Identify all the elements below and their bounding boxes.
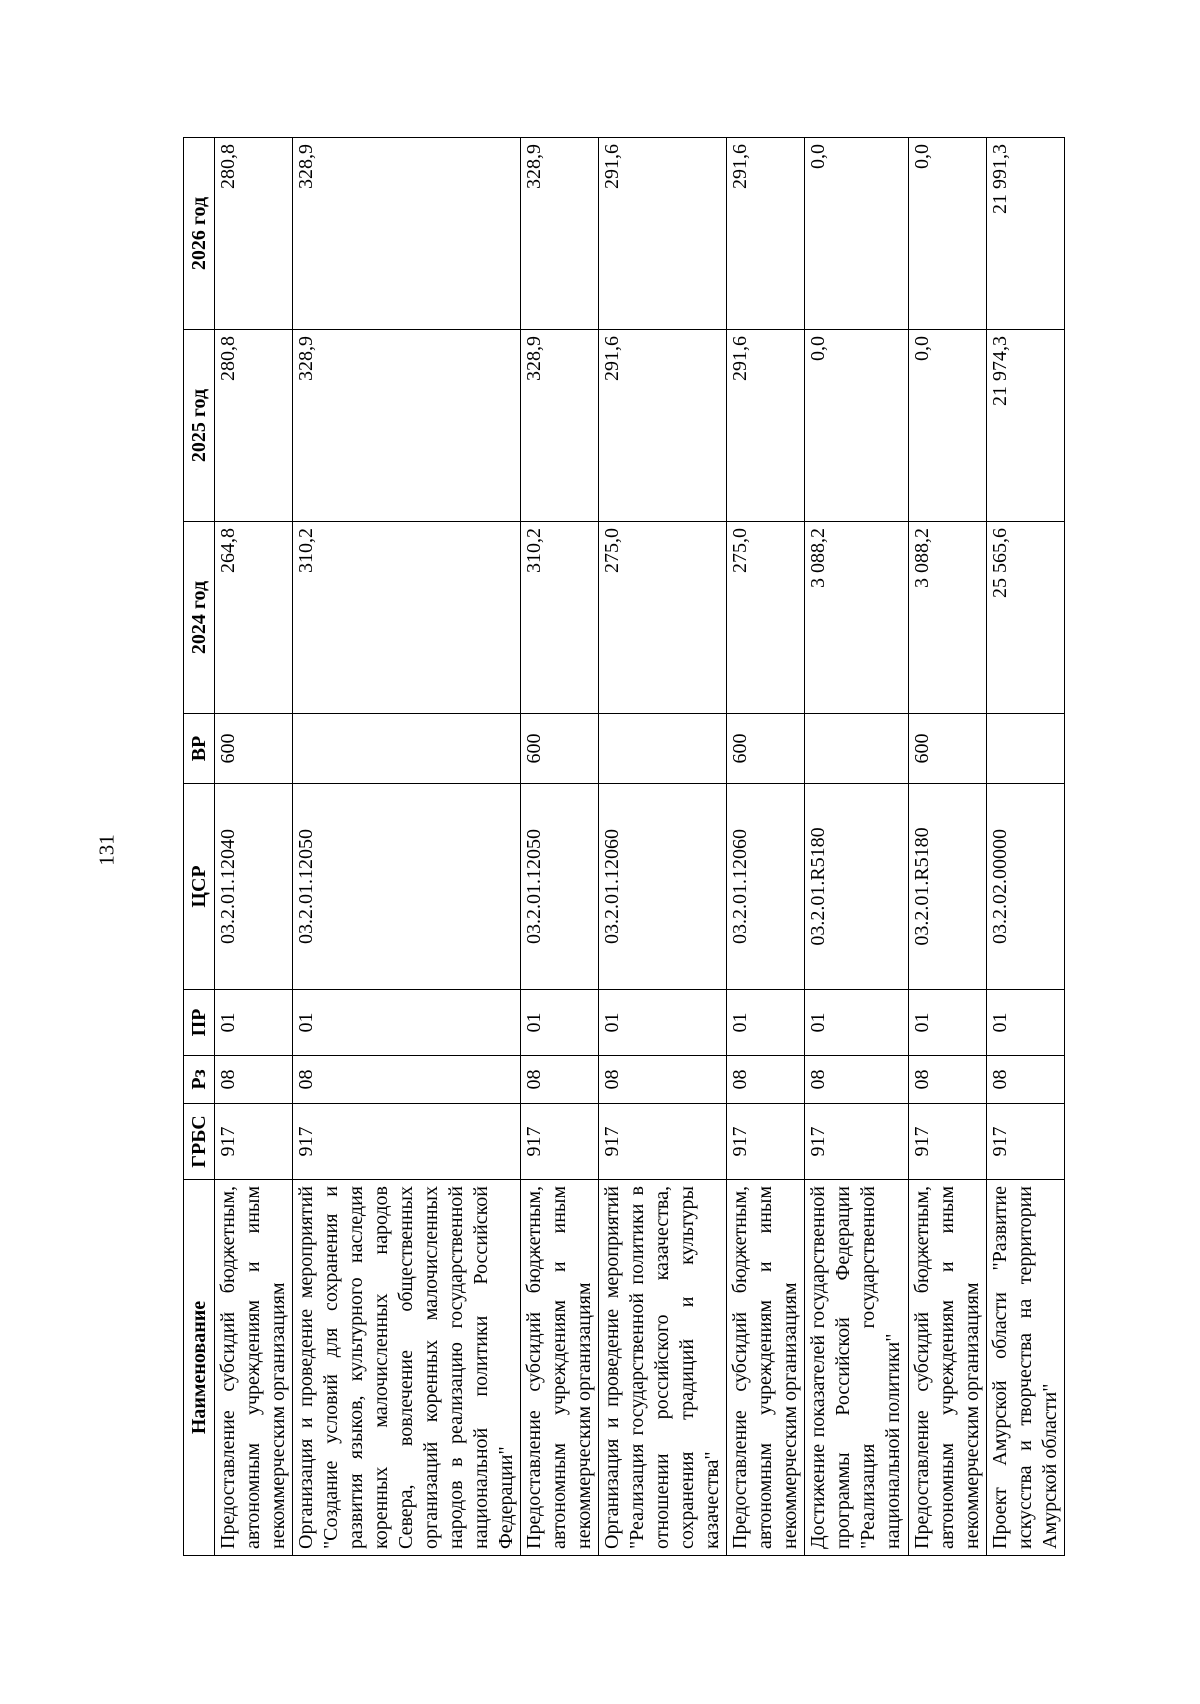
row-csr: 03.2.01.12040 [215,784,293,990]
row-2026: 0,0 [909,138,987,330]
row-2026: 291,6 [727,138,805,330]
row-csr: 03.2.01.R5180 [805,784,909,990]
row-2026: 280,8 [215,138,293,330]
table-row [727,138,805,1556]
row-2026: 291,6 [599,138,727,330]
row-name: Предоставление субсидий бюджетным, автономным учреждениям и иным некоммерческим организациям [215,1180,293,1556]
row-grbs: 917 [909,1104,987,1180]
row-pr: 01 [599,990,727,1056]
row-rz: 08 [521,1056,599,1104]
row-vr: 600 [215,714,293,784]
row-2025: 328,9 [521,330,599,522]
row-2024: 3 088,2 [805,522,909,714]
header-2025: 2025 год [184,330,215,522]
row-rz: 08 [909,1056,987,1104]
row-2025: 280,8 [215,330,293,522]
row-pr: 01 [521,990,599,1056]
row-vr [293,714,521,784]
header-name: Наименование [184,1180,215,1556]
row-2026: 328,9 [521,138,599,330]
row-2026: 328,9 [293,138,521,330]
table-row [805,138,909,1556]
table-row [909,138,987,1556]
table-row [987,138,1065,1556]
header-2024: 2024 год [184,522,215,714]
row-vr: 600 [909,714,987,784]
row-csr: 03.2.01.12060 [599,784,727,990]
table-row [293,138,521,1556]
row-2024: 310,2 [293,522,521,714]
row-grbs: 917 [727,1104,805,1180]
row-2024: 264,8 [215,522,293,714]
row-vr [805,714,909,784]
row-pr: 01 [727,990,805,1056]
row-grbs: 917 [293,1104,521,1180]
table-row [599,138,727,1556]
row-2026: 0,0 [805,138,909,330]
row-2025: 291,6 [727,330,805,522]
row-vr: 600 [521,714,599,784]
row-rz: 08 [599,1056,727,1104]
row-2025: 291,6 [599,330,727,522]
row-2024: 25 565,6 [987,522,1065,714]
row-pr: 01 [909,990,987,1056]
row-2024: 310,2 [521,522,599,714]
row-2024: 3 088,2 [909,522,987,714]
row-name: Предоставление субсидий бюджетным, автономным учреждениям и иным некоммерческим организациям [727,1180,805,1556]
row-pr: 01 [293,990,521,1056]
header-pr: ПР [184,990,215,1056]
row-vr [987,714,1065,784]
row-rz: 08 [215,1056,293,1104]
header-rz: Рз [184,1056,215,1104]
header-csr: ЦСР [184,784,215,990]
row-grbs: 917 [215,1104,293,1180]
budget-table [183,137,1065,1556]
row-name: Достижение показателей государственной программы Российской Федерации "Реализация государственной национальной политики" [805,1180,909,1556]
row-rz: 08 [987,1056,1065,1104]
row-rz: 08 [805,1056,909,1104]
header-vr: ВР [184,714,215,784]
page-number: 131 [94,834,119,866]
header-grbs: ГРБС [184,1104,215,1180]
row-pr: 01 [987,990,1065,1056]
rotated-table-container [183,138,1061,1556]
row-vr [599,714,727,784]
row-2026: 21 991,3 [987,138,1065,330]
row-grbs: 917 [521,1104,599,1180]
row-2024: 275,0 [599,522,727,714]
row-name: Проект Амурской области "Развитие искусства и творчества на территории Амурской области" [987,1180,1065,1556]
row-grbs: 917 [599,1104,727,1180]
row-rz: 08 [727,1056,805,1104]
row-csr: 03.2.02.00000 [987,784,1065,990]
header-2026: 2026 год [184,138,215,330]
row-name: Организация и проведение мероприятий "Создание условий для сохранения и развития языков, культурного наследия коренных малочисленных народов Севера, вовлечение общественных организаций коренных малочисленных народов в реализацию государственной национальной политики Российской Федерации" [293,1180,521,1556]
row-csr: 03.2.01.12050 [521,784,599,990]
row-vr: 600 [727,714,805,784]
row-name: Предоставление субсидий бюджетным, автономным учреждениям и иным некоммерческим организациям [521,1180,599,1556]
row-grbs: 917 [987,1104,1065,1180]
table-row [521,138,599,1556]
row-csr: 03.2.01.R5180 [909,784,987,990]
row-2025: 328,9 [293,330,521,522]
row-2024: 275,0 [727,522,805,714]
table-header-row [184,138,215,1556]
row-2025: 21 974,3 [987,330,1065,522]
row-rz: 08 [293,1056,521,1104]
row-pr: 01 [805,990,909,1056]
row-name: Организация и проведение мероприятий "Реализация государственной политики в отношении российского казачества, сохранения традиций и культуры казачества" [599,1180,727,1556]
row-csr: 03.2.01.12050 [293,784,521,990]
row-2025: 0,0 [909,330,987,522]
row-2025: 0,0 [805,330,909,522]
row-csr: 03.2.01.12060 [727,784,805,990]
table-row [215,138,293,1556]
row-name: Предоставление субсидий бюджетным, автономным учреждениям и иным некоммерческим организациям [909,1180,987,1556]
row-pr: 01 [215,990,293,1056]
row-grbs: 917 [805,1104,909,1180]
